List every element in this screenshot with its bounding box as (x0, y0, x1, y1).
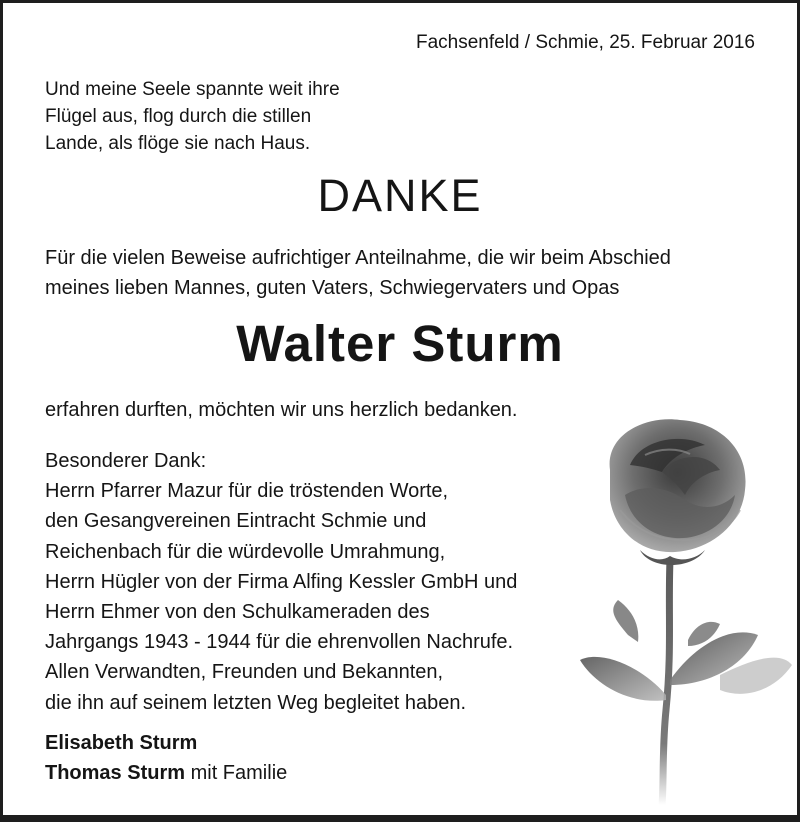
place-date: Fachsenfeld / Schmie, 25. Februar 2016 (415, 32, 755, 53)
signature-name: Elisabeth Sturm (45, 732, 198, 754)
thanks-line: Herrn Pfarrer Mazur für die tröstenden Worte, (45, 480, 449, 503)
intro-line: meines lieben Mannes, guten Vaters, Schwiegervaters und Opas (45, 277, 620, 299)
signature-line (45, 758, 287, 788)
signature-name: Thomas Sturm (45, 762, 186, 784)
poem-line: Flügel aus, flog durch die stillen (45, 106, 312, 127)
deceased-name: Walter Sturm (236, 315, 564, 372)
closing-text: erfahren durften, möchten wir uns herzlich bedanken. (45, 399, 518, 421)
signature-suffix: mit Familie (185, 762, 288, 784)
signature-line (45, 728, 287, 758)
special-thanks (45, 446, 517, 718)
thanks-line: Jahrgangs 1943 - 1944 für die ehrenvollen Nachrufe. (45, 631, 514, 654)
rose-image (570, 410, 795, 810)
thanks-line: den Gesangvereinen Eintracht Schmie und (45, 510, 427, 533)
poem-line: Lande, als flöge sie nach Haus. (45, 133, 311, 154)
poem (45, 76, 340, 157)
intro-text (45, 243, 760, 303)
thanks-line: Herrn Ehmer von den Schulkameraden des (45, 601, 430, 624)
title-danke: DANKE (317, 170, 483, 221)
signatures (45, 728, 287, 788)
thanks-line: Allen Verwandten, Freunden und Bekannten, (45, 661, 444, 684)
intro-line: Für die vielen Beweise aufrichtiger Anteilnahme, die wir beim Abschied (45, 247, 671, 269)
rose-leaf-left (580, 657, 666, 701)
rose-stem (662, 560, 670, 805)
thanks-line: Reichenbach für die würdevolle Umrahmung, (45, 540, 446, 563)
poem-line: Und meine Seele spannte weit ihre (45, 79, 340, 100)
thanks-line: Herrn Hügler von der Firma Alfing Kessler GmbH und (45, 570, 518, 593)
special-thanks-heading: Besonderer Dank: (45, 450, 207, 472)
thanks-line: die ihn auf seinem letzten Weg begleitet haben. (45, 691, 467, 714)
